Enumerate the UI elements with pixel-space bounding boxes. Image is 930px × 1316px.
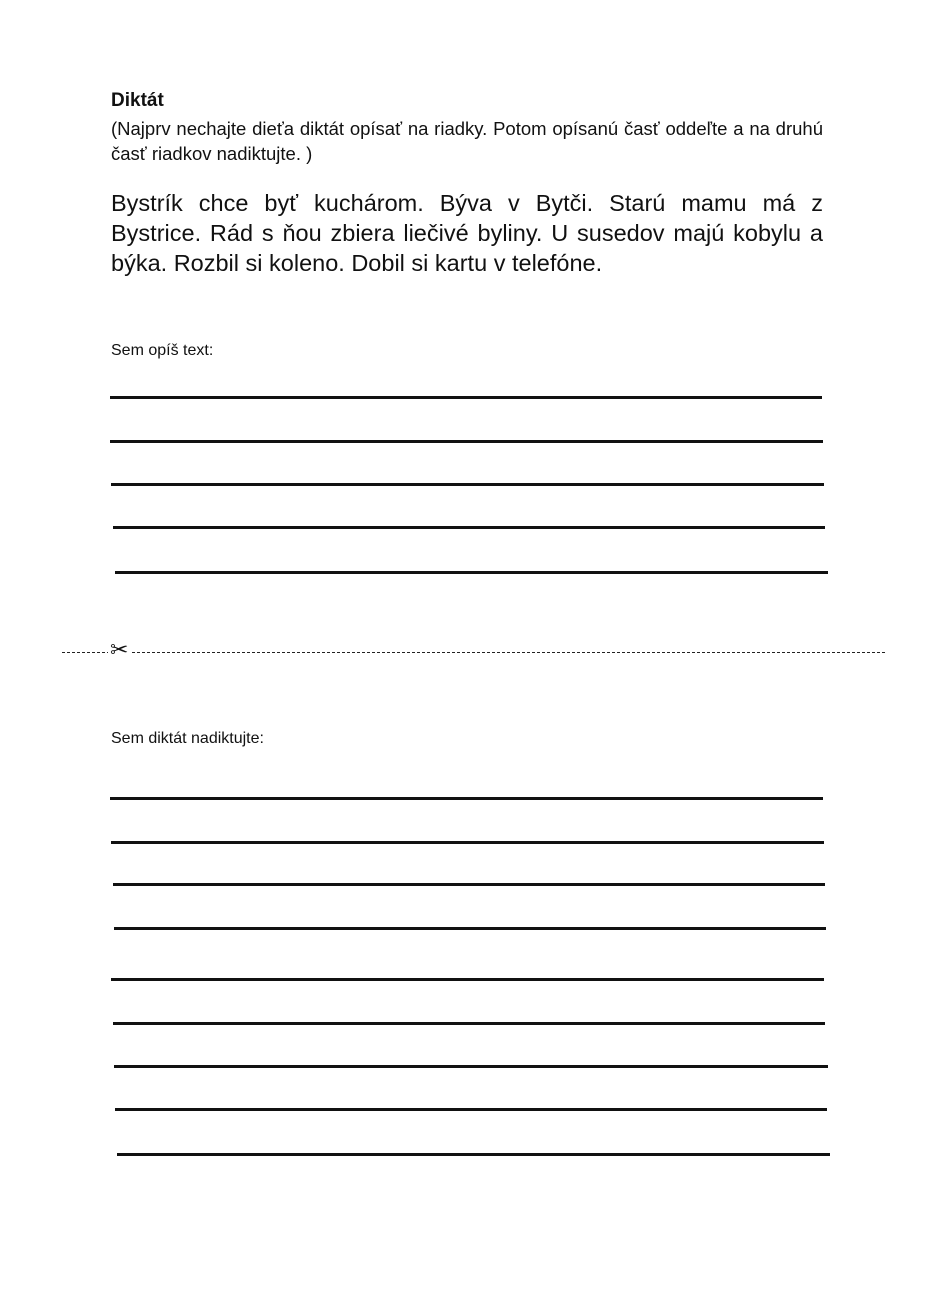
writing-line [110,440,823,443]
scissors-icon: ✂ [110,638,129,663]
writing-line [111,841,824,844]
writing-line [114,927,826,930]
writing-line [113,883,825,886]
cut-line [62,638,885,663]
writing-line [114,1065,828,1068]
writing-line [115,1108,827,1111]
instruction-text: (Najprv nechajte dieťa diktát opísať na riadky. Potom opísanú časť oddeľte a na druhú časť riadkov nadiktujte. ) [111,118,823,164]
writing-line [113,526,825,529]
dictation-section-label: Sem diktát nadiktujte: [111,730,264,747]
writing-line [110,396,822,399]
writing-line [115,571,828,574]
writing-line [113,1022,825,1025]
writing-line [111,978,824,981]
worksheet-title: Diktát [111,90,164,111]
writing-line [117,1153,830,1156]
writing-line [110,797,823,800]
writing-line [111,483,824,486]
dictation-text: Bystrík chce byť kuchárom. Býva v Bytči. Starú mamu má z Bystrice. Rád s ňou zbiera liečivé byliny. U susedov majú kobylu a býka. Rozbil si koleno. Dobil si kartu v telefóne. [111,190,823,276]
dashed-divider [62,652,885,653]
copy-section-label: Sem opíš text: [111,342,214,359]
